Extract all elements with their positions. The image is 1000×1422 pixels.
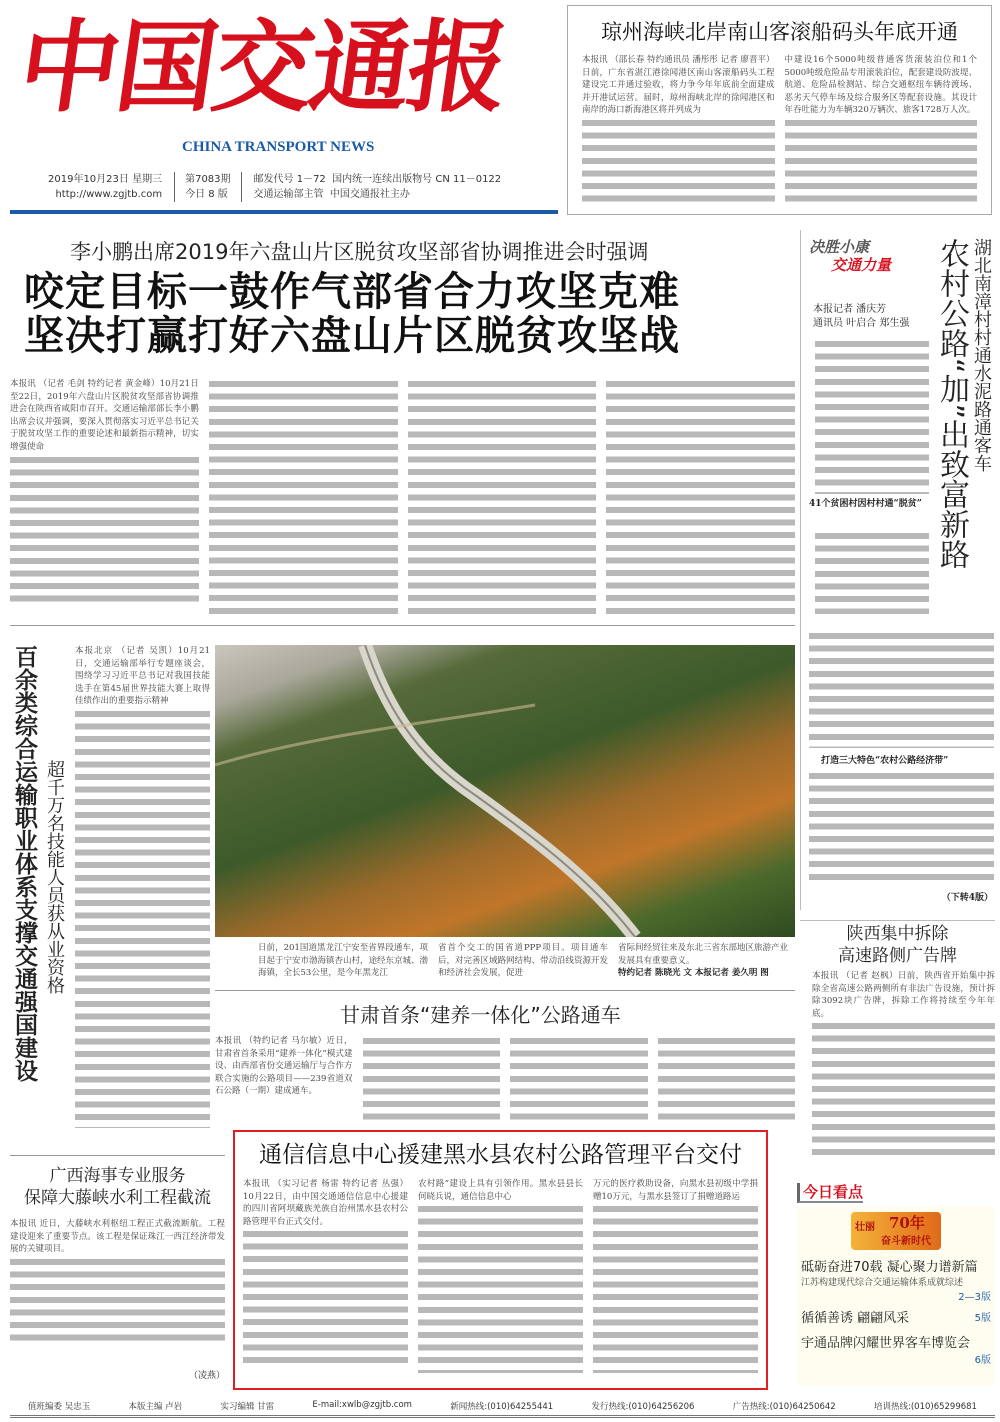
section-heading: 打造三大特色“农村公路经济带” [821, 756, 949, 766]
cn-number: 国内统一连续出版物号 CN 11－0122 [332, 174, 502, 185]
article-body: 本报讯 （实习记者 杨雷 特约记者 丛强）10月22日，由中国交通通信信息中心援建的四川省阿坝藏族羌族自治州黑水县农村公路管理平台正式交付。 [243, 1179, 408, 1227]
highlight-item[interactable]: 砥砺奋进70载 凝心聚力谱新篇 江苏构建现代综合交通运输体系成就综述 2—3版 [801, 1260, 991, 1303]
divider [10, 1155, 225, 1156]
masthead-logo: 中国交通报 [11, 8, 514, 126]
guangxi-body [10, 1218, 225, 1368]
lead-headline[interactable] [24, 270, 680, 358]
shaanxi-headline[interactable] [800, 920, 995, 967]
reporter: 本报记者 潘庆芳 [813, 304, 887, 315]
article-body: 农村路”建设上具有引领作用。黑水县县长何晓兵说，通信信息中心 [418, 1179, 583, 1202]
shaanxi-body [812, 970, 995, 1170]
lead-body [10, 378, 795, 618]
gansu-body [215, 1035, 795, 1123]
photo-caption [258, 942, 788, 982]
highlight-item[interactable]: 宇通品牌闪耀世界客车博览会 6版 [801, 1336, 991, 1366]
highlights-title: 今日看点 [797, 1183, 863, 1203]
footer-item: 新闻热线:(010)64255441 [450, 1402, 554, 1412]
article-body: 本报北京 （记者 吴凯）10月21日，交通运输部举行专题座谈会，围绕学习习近平总书记对我国技能选手在第45届世界技能大赛上取得佳绩作出的重要指示精神 [75, 646, 210, 707]
feature-headline: 农村公路“加”出致富新路 [934, 238, 969, 570]
masthead-rule [10, 210, 558, 214]
page-count: 今日 8 版 [185, 189, 228, 200]
feature-subhead: 湖北南漳村村通水泥路通客车 [971, 238, 992, 472]
vocational-body [75, 645, 210, 1140]
campaign-logo: 决胜小康 交通力量 [809, 238, 892, 274]
continued-note: （下转4版） [941, 893, 993, 903]
footer-item: 本版主编 卢岩 [128, 1402, 183, 1412]
article-body: 本报讯 （邵长春 特约通讯员 潘彤彤 记者 廖晋平）日前，广东省湛江港徐闻港区南山客滚船码头工程建设完工并通过验收，将力争今年年底前全面建成并开港试运营。届时，琼州海峡北岸的徐闻港区和南岸的海口新海港区将并列成为 [582, 55, 775, 116]
article-body: 本报讯 近日，大藤峡水利枢纽工程正式截流断航。工程建设迎来了重要节点。该工程是保证珠江一西江经济带发展的关键项目。 [10, 1219, 225, 1255]
issue-date: 2019年10月23日 星期三 [48, 174, 163, 185]
footer-item: 发行热线:(010)64256206 [591, 1402, 695, 1412]
road-aerial-photo [215, 645, 795, 937]
top-right-article[interactable] [567, 5, 992, 215]
vocational-subhead: 超千万名技能人员获从业资格 [44, 760, 65, 994]
footer-item: 值班编委 吴忠玉 [28, 1402, 91, 1412]
masthead-info [48, 172, 501, 202]
article-body: 本报讯 （特约记者 马尔敏）近日，甘肃省首条采用“建养一体化”模式建设、由西部省份交通运输厅与合作方联合实施的公路项目——239省道双石公路（一期）建成通车。 [215, 1036, 353, 1097]
anniversary-badge: 壮丽 70年 奋斗新时代 [851, 1212, 941, 1250]
footer-email[interactable]: E-mail:xwlb@zgjtb.com [312, 1400, 412, 1410]
headline-line: 陕西集中拆除 [846, 924, 949, 944]
headline-line: 坚决打赢打好六盘山片区脱贫攻坚战 [24, 313, 680, 359]
footer-item: 实习编辑 甘雷 [220, 1402, 275, 1412]
author-note: （凌燕） [188, 1371, 225, 1381]
gansu-headline[interactable]: 甘肃首条“建养一体化”公路通车 [340, 1003, 621, 1027]
issue-number: 第7083期 [185, 174, 231, 185]
divider [215, 990, 795, 991]
article-body: 本报讯 （记者 毛剑 特约记者 黄金峰）10月21日至22日，2019年六盘山片区脱贫攻坚部省协调推进会在陕西省咸阳市召开。交通运输部部长李小鹏出席会议并强调，要深入贯彻落实习近平总书记关于脱贫攻坚工作的重要论述和最新指示精神，切实增强使命 [10, 379, 199, 452]
headline-line: 高速路侧广告牌 [838, 946, 957, 966]
article-body: 中建设16个5000吨级普通客货滚装泊位和1个5000吨级危险品专用滚装泊位，配套建设防波堤、航道、危险品检测站、综合交通枢纽车辆待渡场、恶劣天气停车场及综合服务区等配套设施。其设计年吞吐能力为车辆320万辆次、旅客1728万人次。 [784, 55, 977, 116]
photo-credit: 特约记者 陈晓光 文 本报记者 姜久明 图 [618, 968, 769, 979]
caption-text: 省首个交工的国省道PPP项目。项目通车后，对完善区域路网结构、带动沿线资源开发和经济社会发展，促进 [438, 943, 608, 979]
divider [10, 625, 795, 626]
footer-item: 广告热线:(010)64250642 [732, 1402, 836, 1412]
masthead-subtitle: CHINA TRANSPORT NEWS [182, 139, 375, 155]
article-body: 本报讯 （记者 赵枫）日前，陕西省开始集中拆除全省高速公路两侧所有非法广告设施，预计拆除3092块广告牌，拆除工作将持续至今年年底。 [812, 971, 995, 1019]
caption-text: 省际间经贸往来及东北三省东部地区旅游产业发展具有重要意义。 [618, 943, 788, 966]
caption-text: 日前，201国道黑龙江宁安至省界段通车，项目起于宁安市渤海镇杏山村，途经东京城、渤海镇，全长53公里，是今年黑龙江 [258, 943, 428, 979]
heishui-article[interactable] [233, 1130, 768, 1390]
article-headline: 通信信息中心援建黑水县农村公路管理平台交付 [259, 1142, 742, 1168]
headline-line: 广西海事专业服务 [49, 1166, 186, 1186]
supervisor: 交通运输部主管 [253, 189, 324, 200]
footer-item: 培训热线:(010)65299681 [873, 1402, 977, 1412]
guangxi-headline[interactable] [10, 1165, 225, 1209]
vocational-headline[interactable]: 百余类综合运输职业体系支撑交通强国建设 [11, 645, 37, 1082]
article-body: 万元的医疗救助设备，向黑水县初级中学捐赠10万元，与黑水县签订了捐赠道路运 [593, 1179, 758, 1202]
headline-line: 保障大藤峡水利工程截流 [24, 1188, 211, 1208]
footer-bar [10, 1400, 995, 1418]
article-headline: 琼州海峡北岸南山客滚船码头年底开通 [601, 20, 958, 44]
right-feature[interactable] [800, 230, 995, 910]
highlight-item[interactable]: 循循善诱 翩翩风采 5版 [801, 1311, 991, 1326]
road-icon [215, 645, 795, 937]
website-link[interactable]: http://www.zgjtb.com [55, 189, 163, 200]
postal-code: 邮发代号 1－72 [253, 174, 326, 185]
section-heading: 41个贫困村因村村通“脱贫” [809, 499, 922, 509]
correspondent: 通讯员 叶启合 郑生强 [813, 318, 910, 329]
highlights-panel [797, 1182, 995, 1387]
publisher: 中国交通报社主办 [329, 189, 410, 200]
lead-kicker: 李小鹏出席2019年六盘山片区脱贫攻坚部省协调推进会时强调 [70, 240, 649, 264]
headline-line: 咬定目标一鼓作气部省合力攻坚克难 [24, 269, 680, 315]
